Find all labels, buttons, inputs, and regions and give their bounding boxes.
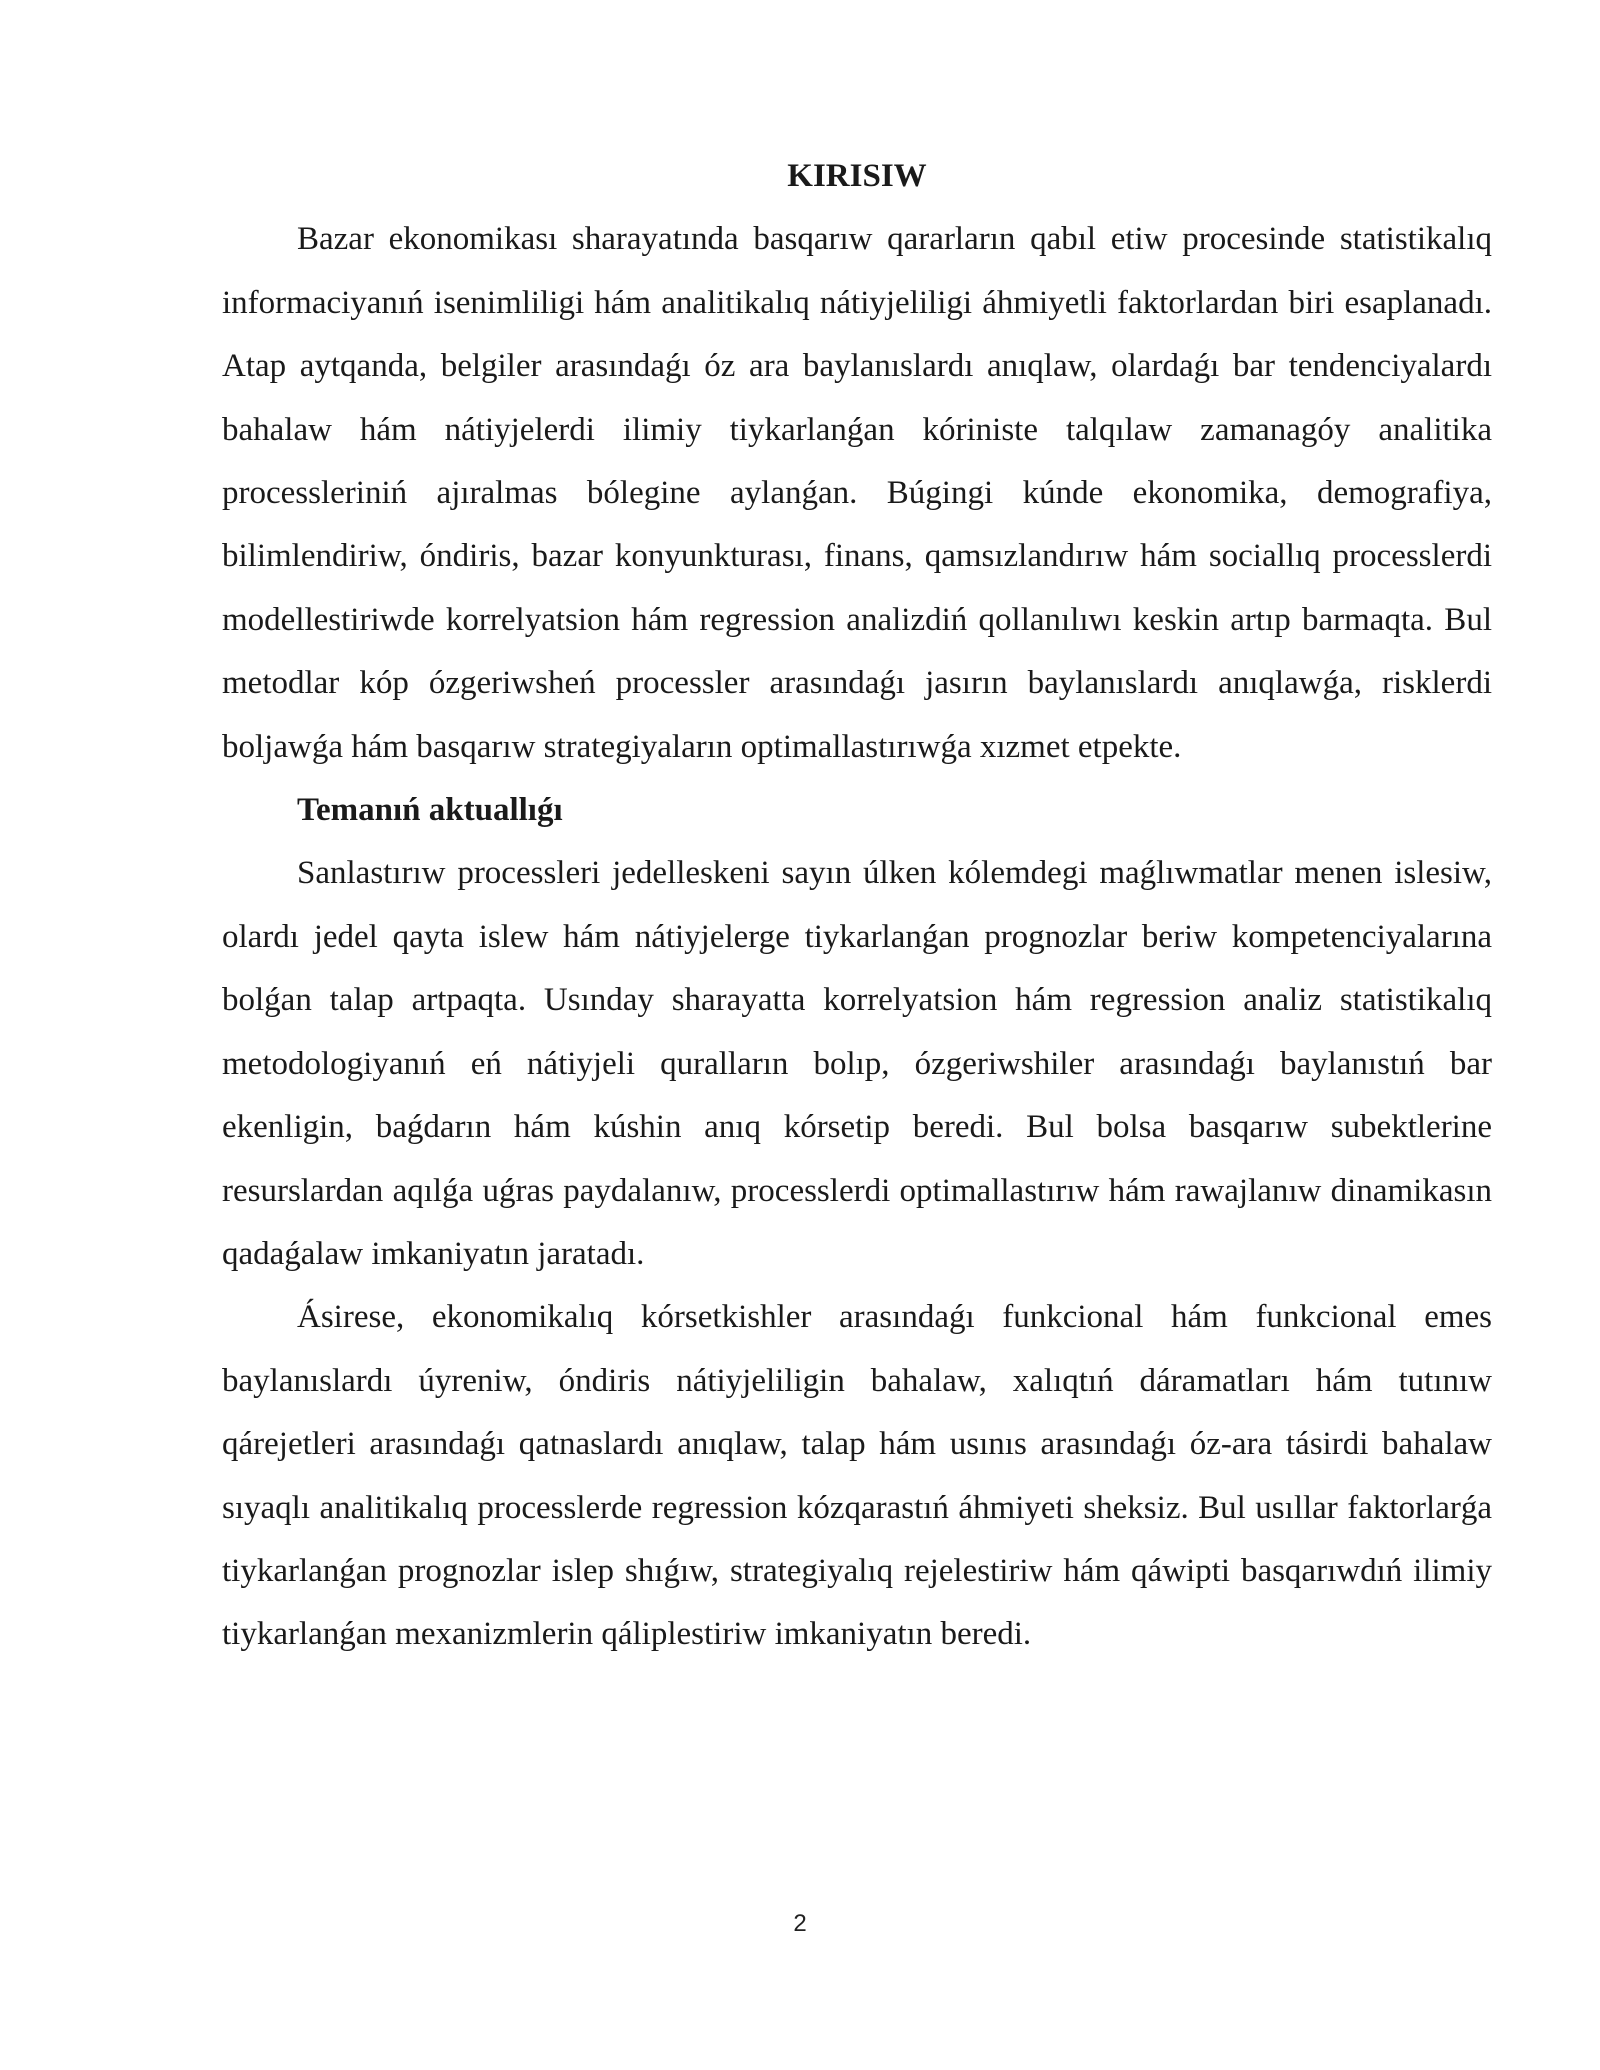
intro-paragraph: Bazar ekonomikası sharayatında basqarıw qararların qabıl etiw procesinde statistikalıq informaciyanıń isenimliligi hám analitikalıq nátiyjeliligi áhmiyetli faktorlardan biri esaplanadı. Atap aytqanda, belgiler arasındaǵı óz ara baylanıslardı anıqlaw, olardaǵı bar tendenciyalardı bahalaw hám nátiyjelerdi ilimiy tiykarlanǵan kóriniste talqılaw zamanagóy analitika processleriniń ajıralmas bólegine aylanǵan. Búgingi kúnde ekonomika, demografiya, bilimlendiriw, óndiris, bazar konyunkturası, finans, qamsızlandırıw hám sociallıq processlerdi modellestiriwde korrelyatsion hám regression analizdiń qollanılıwı keskin artıp barmaqta. Bul metodlar kóp ózgeriwsheń processler arasındaǵı jasırın baylanıslardı anıqlawǵa, risklerdi boljawǵa hám basqarıw strategiyaların optimallastırıwǵa xızmet etpekte. xyxy=(222,221,1492,765)
importance-paragraph: Ásirese, ekonomikalıq kórsetkishler arasındaǵı funkcional hám funkcional emes baylanıslardı úyreniw, óndiris nátiyjeliligin bahalaw, xalıqtıń dáramatları hám tutınıw qárejetleri arasındaǵı qatnaslardı anıqlaw, talap hám usınıs arasındaǵı óz-ara tásirdi bahalaw sıyaqlı analitikalıq processlerde regression kózqarastıń áhmiyeti sheksiz. Bul usıllar faktorlarǵa tiykarlanǵan prognozlar islep shıǵıw, strategiyalıq rejelestiriw hám qáwipti basqarıwdıń ilimiy tiykarlanǵan mexanizmlerin qáliplestiriw imkaniyatın beredi. xyxy=(222,1299,1492,1653)
page-title: KIRISIW xyxy=(787,158,927,194)
relevance-paragraph: Sanlastırıw processleri jedelleskeni sayın úlken kólemdegi maǵlıwmatlar menen islesiw, olardı jedel qayta islew hám nátiyjelerge tiykarlanǵan prognozlar beriw kompetenciyalarına bolǵan talap artpaqta. Usınday sharayatta korrelyatsion hám regression analiz statistikalıq metodologiyanıń eń nátiyjeli quralların bolıp, ózgeriwshiler arasındaǵı baylanıstıń bar ekenligin, baǵdarın hám kúshin anıq kórsetip beredi. Bul bolsa basqarıw subektlerine resurslardan aqılǵa uǵras paydalanıw, processlerdi optimallastırıw hám rawajlanıw dinamikasın qadaǵalaw imkaniyatın jaratadı. xyxy=(222,855,1492,1272)
section-heading: Temanıń aktuallıǵı xyxy=(297,792,563,829)
page-number: 2 xyxy=(793,1910,807,1937)
page-content xyxy=(222,145,1492,1667)
